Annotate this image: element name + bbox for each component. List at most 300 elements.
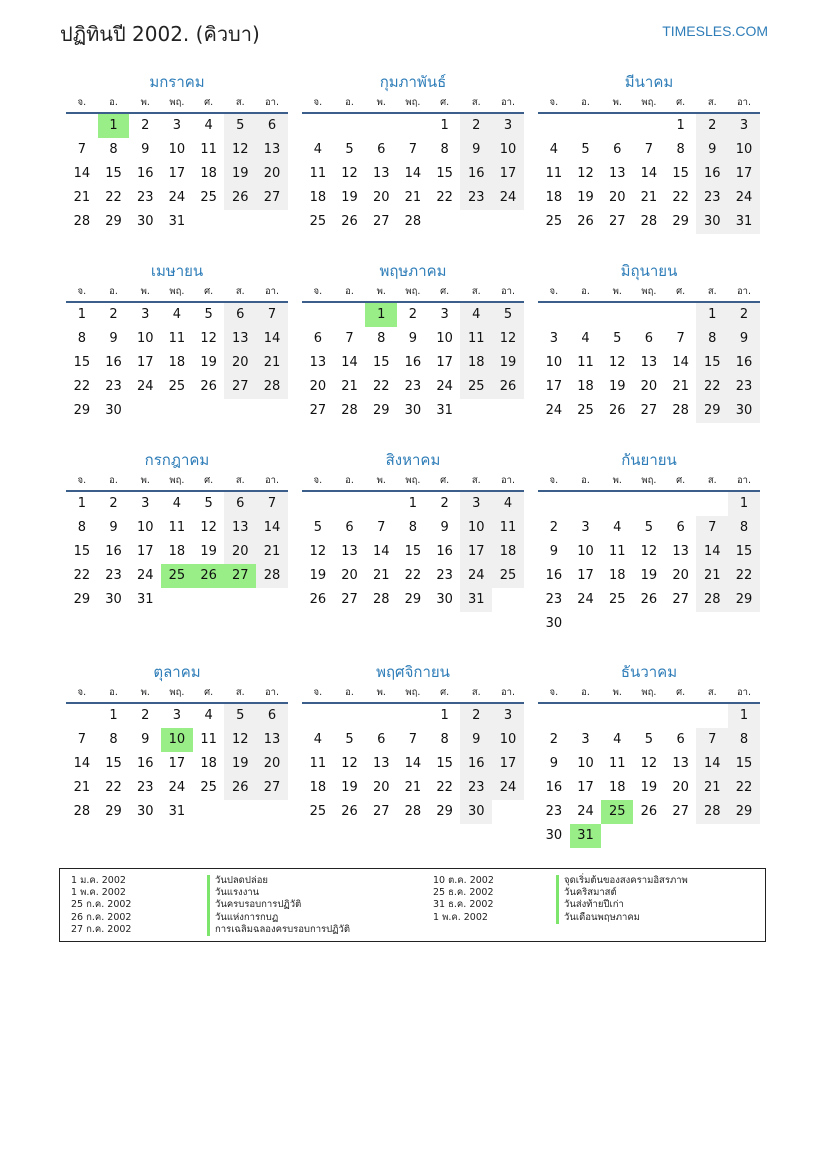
day-cell[interactable]: 3 (492, 704, 524, 728)
day-cell[interactable]: 28 (404, 804, 422, 819)
day-cell[interactable]: 14 (404, 166, 422, 181)
day-cell[interactable]: 6 (377, 732, 386, 747)
day-cell[interactable]: 19 (492, 351, 524, 375)
day-cell[interactable]: 9 (141, 142, 150, 157)
day-cell[interactable]: 14 (372, 544, 390, 559)
day-cell[interactable]: 3 (549, 331, 558, 346)
day-cell[interactable]: 13 (672, 544, 689, 559)
day-cell[interactable]: 27 (672, 804, 689, 819)
day-cell[interactable]: 4 (492, 492, 524, 516)
day-cell[interactable]: 19 (341, 190, 358, 205)
day-cell[interactable]: 22 (436, 780, 453, 795)
day-cell[interactable]: 18 (309, 780, 327, 795)
day-cell[interactable]: 21 (341, 379, 358, 394)
day-cell[interactable]: 27 (224, 564, 256, 588)
day-cell[interactable]: 14 (73, 756, 91, 771)
day-cell[interactable]: 19 (224, 162, 256, 186)
day-cell[interactable]: 24 (728, 186, 760, 210)
day-cell[interactable]: 12 (200, 331, 217, 346)
day-cell[interactable]: 9 (141, 732, 150, 747)
day-cell[interactable]: 2 (109, 307, 118, 322)
day-cell[interactable]: 9 (728, 327, 760, 351)
day-cell[interactable]: 15 (404, 544, 422, 559)
day-cell[interactable]: 1 (728, 492, 760, 516)
day-cell[interactable]: 5 (313, 520, 322, 535)
day-cell[interactable]: 8 (440, 732, 449, 747)
day-cell[interactable]: 31 (136, 592, 154, 607)
day-cell[interactable]: 13 (372, 166, 390, 181)
day-cell[interactable]: 7 (377, 520, 386, 535)
day-cell[interactable]: 26 (640, 592, 658, 607)
day-cell[interactable]: 16 (545, 568, 563, 583)
day-cell[interactable]: 11 (309, 756, 327, 771)
day-cell[interactable]: 10 (728, 138, 760, 162)
day-cell[interactable]: 11 (200, 732, 217, 747)
day-cell[interactable]: 20 (640, 379, 658, 394)
day-cell[interactable]: 9 (408, 331, 418, 346)
day-cell[interactable]: 1 (365, 303, 397, 327)
day-cell[interactable]: 4 (549, 142, 558, 157)
day-cell[interactable]: 16 (136, 756, 154, 771)
day-cell[interactable]: 15 (672, 166, 689, 181)
day-cell[interactable]: 9 (549, 756, 558, 771)
day-cell[interactable]: 25 (200, 190, 217, 205)
day-cell[interactable]: 29 (672, 214, 689, 229)
day-cell[interactable]: 19 (640, 568, 658, 583)
day-cell[interactable]: 8 (109, 732, 118, 747)
day-cell[interactable]: 30 (105, 403, 122, 418)
day-cell[interactable]: 21 (73, 190, 91, 205)
day-cell[interactable]: 6 (377, 142, 386, 157)
day-cell[interactable]: 6 (224, 492, 256, 516)
day-cell[interactable]: 5 (613, 331, 622, 346)
day-cell[interactable]: 11 (608, 544, 626, 559)
day-cell[interactable]: 11 (608, 756, 626, 771)
day-cell[interactable]: 10 (577, 544, 594, 559)
day-cell[interactable]: 16 (696, 162, 728, 186)
day-cell[interactable]: 27 (256, 186, 288, 210)
day-cell[interactable]: 8 (77, 331, 86, 346)
day-cell[interactable]: 27 (309, 403, 327, 418)
day-cell[interactable]: 25 (309, 214, 327, 229)
day-cell[interactable]: 15 (73, 355, 91, 370)
day-cell[interactable]: 25 (577, 403, 594, 418)
day-cell[interactable]: 18 (200, 166, 217, 181)
day-cell[interactable]: 17 (545, 379, 563, 394)
day-cell[interactable]: 26 (224, 776, 256, 800)
day-cell[interactable]: 30 (545, 828, 563, 843)
day-cell[interactable]: 19 (224, 752, 256, 776)
day-cell[interactable]: 2 (440, 496, 449, 511)
day-cell[interactable]: 8 (77, 520, 86, 535)
day-cell[interactable]: 1 (440, 118, 449, 133)
day-cell[interactable]: 22 (404, 568, 422, 583)
day-cell[interactable]: 19 (608, 379, 626, 394)
day-cell[interactable]: 12 (341, 166, 358, 181)
day-cell[interactable]: 16 (460, 752, 492, 776)
day-cell[interactable]: 28 (341, 403, 358, 418)
day-cell[interactable]: 4 (581, 331, 590, 346)
day-cell[interactable]: 13 (341, 544, 358, 559)
day-cell[interactable]: 11 (460, 327, 492, 351)
day-cell[interactable]: 12 (492, 327, 524, 351)
day-cell[interactable]: 23 (460, 186, 492, 210)
day-cell[interactable]: 21 (73, 780, 91, 795)
day-cell[interactable]: 6 (644, 331, 654, 346)
day-cell[interactable]: 1 (728, 704, 760, 728)
day-cell[interactable]: 13 (224, 516, 256, 540)
day-cell[interactable]: 14 (696, 540, 728, 564)
day-cell[interactable]: 17 (577, 780, 594, 795)
day-cell[interactable]: 2 (408, 307, 418, 322)
day-cell[interactable]: 13 (672, 756, 689, 771)
day-cell[interactable]: 23 (545, 804, 563, 819)
day-cell[interactable]: 25 (200, 780, 217, 795)
day-cell[interactable]: 12 (577, 166, 594, 181)
day-cell[interactable]: 28 (73, 214, 91, 229)
day-cell[interactable]: 24 (136, 568, 154, 583)
day-cell[interactable]: 25 (168, 379, 186, 394)
day-cell[interactable]: 22 (696, 375, 728, 399)
day-cell[interactable]: 19 (341, 780, 358, 795)
day-cell[interactable]: 22 (73, 379, 91, 394)
day-cell[interactable]: 6 (613, 142, 622, 157)
day-cell[interactable]: 25 (601, 800, 633, 824)
day-cell[interactable]: 29 (105, 214, 122, 229)
day-cell[interactable]: 31 (436, 403, 453, 418)
day-cell[interactable]: 11 (168, 520, 186, 535)
day-cell[interactable]: 2 (728, 303, 760, 327)
day-cell[interactable]: 28 (256, 375, 288, 399)
day-cell[interactable]: 6 (345, 520, 354, 535)
day-cell[interactable]: 26 (341, 804, 358, 819)
day-cell[interactable]: 24 (460, 564, 492, 588)
day-cell[interactable]: 18 (492, 540, 524, 564)
day-cell[interactable]: 7 (256, 303, 288, 327)
day-cell[interactable]: 30 (460, 800, 492, 824)
day-cell[interactable]: 15 (728, 540, 760, 564)
day-cell[interactable]: 29 (728, 800, 760, 824)
day-cell[interactable]: 27 (372, 804, 390, 819)
day-cell[interactable]: 20 (309, 379, 327, 394)
day-cell[interactable]: 30 (136, 804, 154, 819)
day-cell[interactable]: 4 (613, 732, 622, 747)
day-cell[interactable]: 20 (256, 162, 288, 186)
day-cell[interactable]: 17 (136, 544, 154, 559)
day-cell[interactable]: 27 (341, 592, 358, 607)
day-cell[interactable]: 23 (728, 375, 760, 399)
day-cell[interactable]: 6 (224, 303, 256, 327)
day-cell[interactable]: 26 (200, 379, 217, 394)
day-cell[interactable]: 21 (256, 540, 288, 564)
day-cell[interactable]: 19 (200, 544, 217, 559)
day-cell[interactable]: 27 (640, 403, 658, 418)
day-cell[interactable]: 10 (136, 520, 154, 535)
day-cell[interactable]: 18 (608, 568, 626, 583)
day-cell[interactable]: 4 (313, 142, 322, 157)
day-cell[interactable]: 8 (109, 142, 118, 157)
day-cell[interactable]: 30 (696, 210, 728, 234)
day-cell[interactable]: 16 (136, 166, 154, 181)
day-cell[interactable]: 29 (105, 804, 122, 819)
day-cell[interactable]: 27 (256, 776, 288, 800)
day-cell[interactable]: 7 (676, 331, 685, 346)
day-cell[interactable]: 28 (696, 588, 728, 612)
day-cell[interactable]: 1 (408, 496, 418, 511)
day-cell[interactable]: 9 (440, 520, 449, 535)
day-cell[interactable]: 23 (105, 379, 122, 394)
day-cell[interactable]: 28 (640, 214, 658, 229)
day-cell[interactable]: 9 (109, 520, 118, 535)
day-cell[interactable]: 10 (161, 728, 193, 752)
day-cell[interactable]: 30 (545, 616, 563, 631)
day-cell[interactable]: 23 (136, 780, 154, 795)
day-cell[interactable]: 12 (341, 756, 358, 771)
day-cell[interactable]: 2 (109, 496, 118, 511)
day-cell[interactable]: 17 (136, 355, 154, 370)
day-cell[interactable]: 21 (256, 351, 288, 375)
day-cell[interactable]: 26 (608, 403, 626, 418)
day-cell[interactable]: 12 (640, 756, 658, 771)
day-cell[interactable]: 2 (141, 708, 150, 723)
day-cell[interactable]: 24 (492, 776, 524, 800)
day-cell[interactable]: 13 (309, 355, 327, 370)
day-cell[interactable]: 18 (545, 190, 563, 205)
day-cell[interactable]: 14 (672, 355, 689, 370)
day-cell[interactable]: 11 (200, 142, 217, 157)
day-cell[interactable]: 4 (172, 307, 182, 322)
day-cell[interactable]: 4 (204, 118, 213, 133)
day-cell[interactable]: 4 (172, 496, 182, 511)
day-cell[interactable]: 10 (436, 331, 453, 346)
day-cell[interactable]: 18 (168, 544, 186, 559)
day-cell[interactable]: 18 (608, 780, 626, 795)
day-cell[interactable]: 7 (77, 732, 86, 747)
day-cell[interactable]: 29 (372, 403, 390, 418)
day-cell[interactable]: 22 (672, 190, 689, 205)
day-cell[interactable]: 5 (204, 496, 213, 511)
day-cell[interactable]: 20 (372, 190, 390, 205)
day-cell[interactable]: 5 (204, 307, 213, 322)
day-cell[interactable]: 10 (492, 138, 524, 162)
day-cell[interactable]: 8 (696, 327, 728, 351)
brand-link[interactable]: TIMESLES.COM (662, 23, 768, 39)
day-cell[interactable]: 7 (77, 142, 86, 157)
day-cell[interactable]: 18 (200, 756, 217, 771)
day-cell[interactable]: 28 (372, 592, 390, 607)
day-cell[interactable]: 10 (545, 355, 563, 370)
day-cell[interactable]: 30 (728, 399, 760, 423)
day-cell[interactable]: 9 (460, 138, 492, 162)
day-cell[interactable]: 29 (436, 804, 453, 819)
day-cell[interactable]: 24 (168, 780, 186, 795)
day-cell[interactable]: 27 (608, 214, 626, 229)
day-cell[interactable]: 31 (570, 824, 602, 848)
day-cell[interactable]: 12 (200, 520, 217, 535)
day-cell[interactable]: 5 (644, 732, 654, 747)
day-cell[interactable]: 17 (168, 166, 186, 181)
day-cell[interactable]: 7 (408, 142, 418, 157)
day-cell[interactable]: 19 (200, 355, 217, 370)
day-cell[interactable]: 5 (644, 520, 654, 535)
day-cell[interactable]: 21 (696, 776, 728, 800)
day-cell[interactable]: 1 (109, 708, 118, 723)
day-cell[interactable]: 9 (460, 728, 492, 752)
day-cell[interactable]: 20 (608, 190, 626, 205)
day-cell[interactable]: 5 (224, 114, 256, 138)
day-cell[interactable]: 24 (436, 379, 453, 394)
day-cell[interactable]: 14 (640, 166, 658, 181)
day-cell[interactable]: 21 (404, 780, 422, 795)
day-cell[interactable]: 22 (372, 379, 390, 394)
day-cell[interactable]: 21 (404, 190, 422, 205)
day-cell[interactable]: 17 (436, 355, 453, 370)
day-cell[interactable]: 30 (136, 214, 154, 229)
day-cell[interactable]: 26 (309, 592, 327, 607)
day-cell[interactable]: 3 (172, 118, 182, 133)
day-cell[interactable]: 1 (440, 708, 449, 723)
day-cell[interactable]: 8 (728, 516, 760, 540)
day-cell[interactable]: 19 (577, 190, 594, 205)
day-cell[interactable]: 24 (168, 190, 186, 205)
day-cell[interactable]: 13 (372, 756, 390, 771)
day-cell[interactable]: 17 (460, 540, 492, 564)
day-cell[interactable]: 16 (460, 162, 492, 186)
day-cell[interactable]: 22 (728, 564, 760, 588)
day-cell[interactable]: 29 (73, 592, 91, 607)
day-cell[interactable]: 28 (672, 403, 689, 418)
day-cell[interactable]: 8 (728, 728, 760, 752)
day-cell[interactable]: 1 (696, 303, 728, 327)
day-cell[interactable]: 1 (77, 496, 86, 511)
day-cell[interactable]: 25 (309, 804, 327, 819)
day-cell[interactable]: 17 (492, 752, 524, 776)
day-cell[interactable]: 31 (168, 214, 186, 229)
day-cell[interactable]: 4 (204, 708, 213, 723)
day-cell[interactable]: 21 (672, 379, 689, 394)
day-cell[interactable]: 27 (224, 375, 256, 399)
day-cell[interactable]: 24 (577, 804, 594, 819)
day-cell[interactable]: 16 (105, 544, 122, 559)
day-cell[interactable]: 20 (224, 351, 256, 375)
day-cell[interactable]: 14 (404, 756, 422, 771)
day-cell[interactable]: 29 (73, 403, 91, 418)
day-cell[interactable]: 17 (168, 756, 186, 771)
day-cell[interactable]: 5 (345, 142, 354, 157)
day-cell[interactable]: 6 (256, 114, 288, 138)
day-cell[interactable]: 14 (73, 166, 91, 181)
day-cell[interactable]: 2 (696, 114, 728, 138)
day-cell[interactable]: 3 (172, 708, 182, 723)
day-cell[interactable]: 31 (168, 804, 186, 819)
day-cell[interactable]: 9 (109, 331, 118, 346)
day-cell[interactable]: 13 (640, 355, 658, 370)
day-cell[interactable]: 11 (168, 331, 186, 346)
day-cell[interactable]: 22 (73, 568, 91, 583)
day-cell[interactable]: 20 (672, 568, 689, 583)
day-cell[interactable]: 23 (404, 379, 422, 394)
day-cell[interactable]: 1 (77, 307, 86, 322)
day-cell[interactable]: 8 (440, 142, 449, 157)
day-cell[interactable]: 25 (608, 592, 626, 607)
day-cell[interactable]: 7 (408, 732, 418, 747)
day-cell[interactable]: 20 (224, 540, 256, 564)
day-cell[interactable]: 6 (313, 331, 322, 346)
day-cell[interactable]: 22 (436, 190, 453, 205)
day-cell[interactable]: 17 (728, 162, 760, 186)
day-cell[interactable]: 20 (372, 780, 390, 795)
day-cell[interactable]: 28 (404, 214, 422, 229)
day-cell[interactable]: 31 (460, 588, 492, 612)
day-cell[interactable]: 12 (640, 544, 658, 559)
day-cell[interactable]: 10 (577, 756, 594, 771)
day-cell[interactable]: 11 (577, 355, 594, 370)
day-cell[interactable]: 24 (577, 592, 594, 607)
day-cell[interactable]: 8 (676, 142, 685, 157)
day-cell[interactable]: 30 (404, 403, 422, 418)
day-cell[interactable]: 6 (676, 520, 685, 535)
day-cell[interactable]: 18 (168, 355, 186, 370)
day-cell[interactable]: 24 (492, 186, 524, 210)
day-cell[interactable]: 6 (676, 732, 685, 747)
day-cell[interactable]: 4 (613, 520, 622, 535)
day-cell[interactable]: 13 (256, 728, 288, 752)
day-cell[interactable]: 15 (372, 355, 390, 370)
day-cell[interactable]: 3 (141, 307, 150, 322)
day-cell[interactable]: 14 (341, 355, 358, 370)
day-cell[interactable]: 29 (728, 588, 760, 612)
day-cell[interactable]: 10 (136, 331, 154, 346)
day-cell[interactable]: 14 (256, 327, 288, 351)
day-cell[interactable]: 5 (224, 704, 256, 728)
day-cell[interactable]: 17 (577, 568, 594, 583)
day-cell[interactable]: 29 (696, 399, 728, 423)
day-cell[interactable]: 23 (460, 776, 492, 800)
day-cell[interactable]: 13 (608, 166, 626, 181)
day-cell[interactable]: 23 (105, 568, 122, 583)
day-cell[interactable]: 25 (161, 564, 193, 588)
day-cell[interactable]: 2 (549, 732, 558, 747)
day-cell[interactable]: 10 (492, 728, 524, 752)
day-cell[interactable]: 26 (193, 564, 225, 588)
day-cell[interactable]: 3 (728, 114, 760, 138)
day-cell[interactable]: 12 (309, 544, 327, 559)
day-cell[interactable]: 7 (644, 142, 654, 157)
day-cell[interactable]: 25 (545, 214, 563, 229)
day-cell[interactable]: 3 (440, 307, 449, 322)
day-cell[interactable]: 27 (672, 592, 689, 607)
day-cell[interactable]: 2 (460, 704, 492, 728)
day-cell[interactable]: 20 (672, 780, 689, 795)
day-cell[interactable]: 15 (728, 752, 760, 776)
day-cell[interactable]: 22 (728, 776, 760, 800)
day-cell[interactable]: 15 (436, 166, 453, 181)
day-cell[interactable]: 24 (136, 379, 154, 394)
day-cell[interactable]: 12 (224, 138, 256, 162)
day-cell[interactable]: 25 (460, 375, 492, 399)
day-cell[interactable]: 7 (696, 516, 728, 540)
day-cell[interactable]: 4 (313, 732, 322, 747)
day-cell[interactable]: 15 (73, 544, 91, 559)
day-cell[interactable]: 21 (640, 190, 658, 205)
day-cell[interactable]: 9 (549, 544, 558, 559)
day-cell[interactable]: 14 (696, 752, 728, 776)
day-cell[interactable]: 13 (224, 327, 256, 351)
day-cell[interactable]: 7 (696, 728, 728, 752)
day-cell[interactable]: 5 (581, 142, 590, 157)
day-cell[interactable]: 28 (256, 564, 288, 588)
day-cell[interactable]: 15 (696, 351, 728, 375)
